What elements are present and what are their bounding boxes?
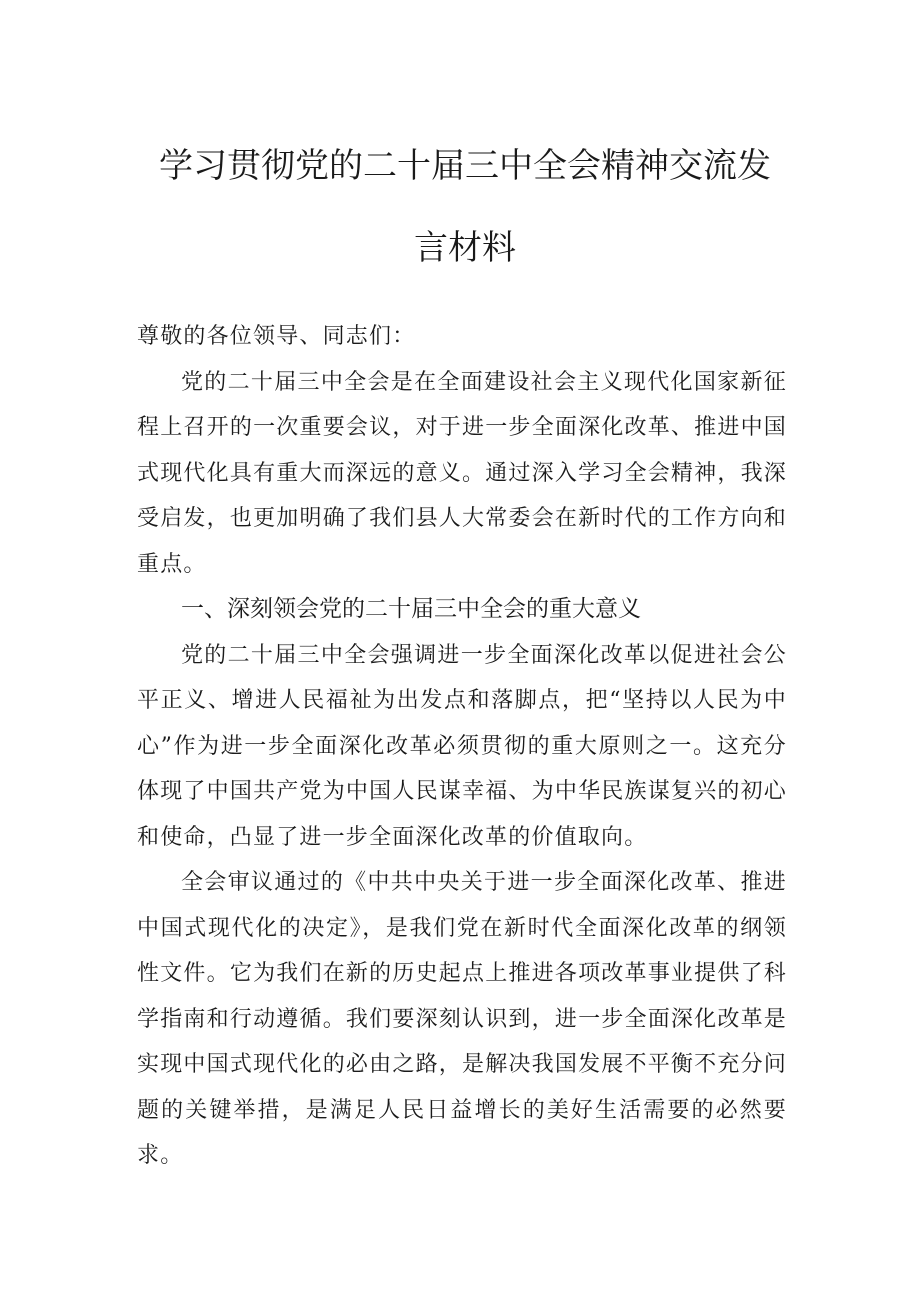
section-heading-1: 一、深刻领会党的二十届三中全会的重大意义 <box>181 596 641 622</box>
document-title-line-2: 言材料 <box>414 228 516 268</box>
paragraph-intro: 党的二十届三中全会是在全面建设社会主义现代化国家新征程上召开的一次重要会议，对于进一步全面深化改革、推进中国式现代化具有重大而深远的意义。通过深入学习全会精神，我深受启发，也更加明确了我们县人大常委会在新时代的工作方向和重点。 <box>137 369 787 577</box>
document-title-line-1: 学习贯彻党的二十届三中全会精神交流发 <box>159 146 771 186</box>
paragraph-decision: 全会审议通过的《中共中央关于进一步全面深化改革、推进中国式现代化的决定》，是我们党在新时代全面深化改革的纲领性文件。它为我们在新的历史起点上推进各项改革事业提供了科学指南和行动遵循。我们要深刻认识到，进一步全面深化改革是实现中国式现代化的必由之路，是解决我国发展不平衡不充分问题的关键举措，是满足人民日益增长的美好生活需要的必然要求。 <box>137 870 787 1168</box>
paragraph-significance: 党的二十届三中全会强调进一步全面深化改革以促进社会公平正义、增进人民福祉为出发点和落脚点，把“坚持以人民为中心”作为进一步全面深化改革必须贯彻的重大原则之一。这充分体现了中国共产党为中国人民谋幸福、为中华民族谋复兴的初心和使命，凸显了进一步全面深化改革的价值取向。 <box>137 642 787 850</box>
document-body <box>137 314 787 1179</box>
salutation: 尊敬的各位领导、同志们： <box>137 324 416 349</box>
